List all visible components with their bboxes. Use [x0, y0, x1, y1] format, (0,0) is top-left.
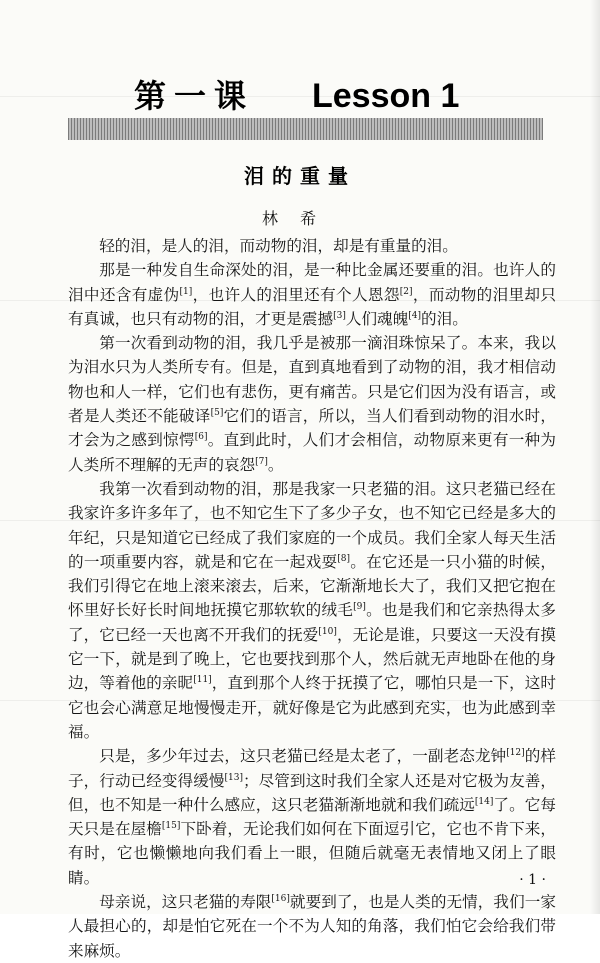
footnote-marker: [6] — [194, 432, 208, 443]
paragraph-text: 下卧着，无论我们如何在下面逗引它，它也不肯下来，有时，它也懒懒地向我们看上一眼，但随后就毫无表情地又闭上了眼睛。 — [68, 820, 556, 887]
footnote-marker: [12] — [506, 748, 525, 759]
footnote-marker: [1] — [179, 286, 193, 297]
paragraph-text: 人们魂魄 — [345, 309, 409, 328]
header-hatch-bar — [68, 118, 543, 140]
paragraph-text: 就要到了，也是人类的无情，我们一家人最担心的，却是怕它死在一个不为人知的角落，我们怕它会给我们带来麻烦。 — [68, 893, 556, 960]
paragraph-text: 第一次看到动物的泪，我几乎是被那一滴泪珠惊呆了。本来，我以为泪水只为人类所专有。但是，直到真地看到了动物的泪，我才相信动物也和人一样，它们也有悲伤，更有痛苦。只是它们因为没有语言，或者是人类还不能破译 — [68, 334, 556, 426]
footnote-marker: [11] — [193, 675, 212, 686]
paragraph — [68, 477, 556, 744]
footnote-marker: [9] — [353, 602, 366, 613]
footnote-marker: [5] — [210, 407, 224, 418]
paragraph-text: ，而动物的泪里却只有真诚，也只有动物的泪，才更是震撼 — [68, 285, 556, 328]
paragraph-text: 。也是我们和它亲热得太多了，它已经一天也离不开我们的抚爱 — [68, 601, 556, 644]
paragraph-text: 那是一种发自生命深处的泪，是一种比金属还要重的泪。也许人的泪中还含有虚伪 — [68, 261, 556, 304]
paragraph-text: 只是，多少年过去，这只老猫已经是太老了，一副老态龙钟 — [99, 747, 507, 766]
paragraph-text: ；尽管到这时我们全家人还是对它极为友善，但，也不知是一种什么感应，这只老猫渐渐地就和我们疏远 — [68, 771, 556, 814]
paragraph-text: ，无论是谁，只要这一天没有摸它一下，就是到了晚上，它也要找到那个人，然后就无声地卧在他的身边，等着他的亲昵 — [68, 625, 556, 693]
paragraph-text: 。直到此时，人们才会相信，动物原来更有一种为人类所不理解的无声的哀怨 — [68, 431, 556, 474]
article-title: 泪的重量 — [244, 164, 356, 188]
footnote-marker: [14] — [474, 796, 494, 807]
footnote-marker: [15] — [161, 820, 181, 831]
paragraph-text: 我第一次看到动物的泪，那是我家一只老猫的泪。这只老猫已经在我家许多许多年了，也不知它生下了多少子女，也不知它已经是多大的年纪，只是知道它已经成了我们家庭的一个成员。我们全家人每天生活的一项重要内容，就是和它在一起戏耍 — [68, 479, 556, 571]
lesson-number-chinese: 第一课 — [134, 77, 255, 115]
paragraph-text: 轻的泪，是人的泪，而动物的泪，却是有重量的泪。 — [99, 237, 458, 255]
paragraph-text: ，直到那个人终于抚摸了它，哪怕只是一下，这时它也会心满意足地慢慢走开，就好像是它为此感到充实，也为此感到幸福。 — [68, 674, 556, 741]
footnote-marker: [8] — [337, 553, 351, 564]
paragraph-text: 母亲说，这只老猫的寿限 — [99, 893, 272, 912]
paragraph — [68, 890, 556, 963]
footnote-marker: [3] — [333, 310, 346, 321]
paragraph-text: 它们的语言，所以，当人们看到动物的泪水时，才会为之感到惊愕 — [68, 407, 556, 450]
footnote-marker: [2] — [399, 286, 413, 297]
paragraph — [68, 258, 556, 331]
footnote-marker: [7] — [255, 456, 268, 467]
paragraph-text: 的样子，行动已经变得缓慢 — [68, 747, 556, 790]
paragraph — [68, 744, 556, 890]
article-author: 林希 — [261, 209, 338, 228]
lesson-number-english: Lesson 1 — [312, 77, 460, 115]
paragraph-text: 。在它还是一只小猫的时候，我们引得它在地上滚来滚去，后来，它渐渐地长大了，我们又把它抱在怀里好长好长时间地抚摸它那软软的绒毛 — [68, 552, 556, 620]
article-body — [68, 234, 556, 963]
paragraph-text: 的泪。 — [421, 309, 468, 328]
footnote-marker: [13] — [224, 772, 243, 783]
page-number: · 1 · — [519, 872, 546, 888]
footnote-marker: [4] — [408, 310, 421, 321]
lesson-header — [62, 78, 546, 114]
paragraph — [68, 234, 556, 258]
footnote-marker: [10] — [318, 626, 337, 637]
paragraph-text: 了。它每天只是在屋檐 — [68, 795, 556, 839]
paragraph — [68, 331, 556, 477]
paragraph-text: 。 — [267, 455, 284, 474]
paragraph-text: ，也许人的泪里还有个人恩怨 — [192, 285, 400, 304]
footnote-marker: [16] — [271, 893, 290, 904]
page-gutter-shadow — [590, 0, 600, 914]
